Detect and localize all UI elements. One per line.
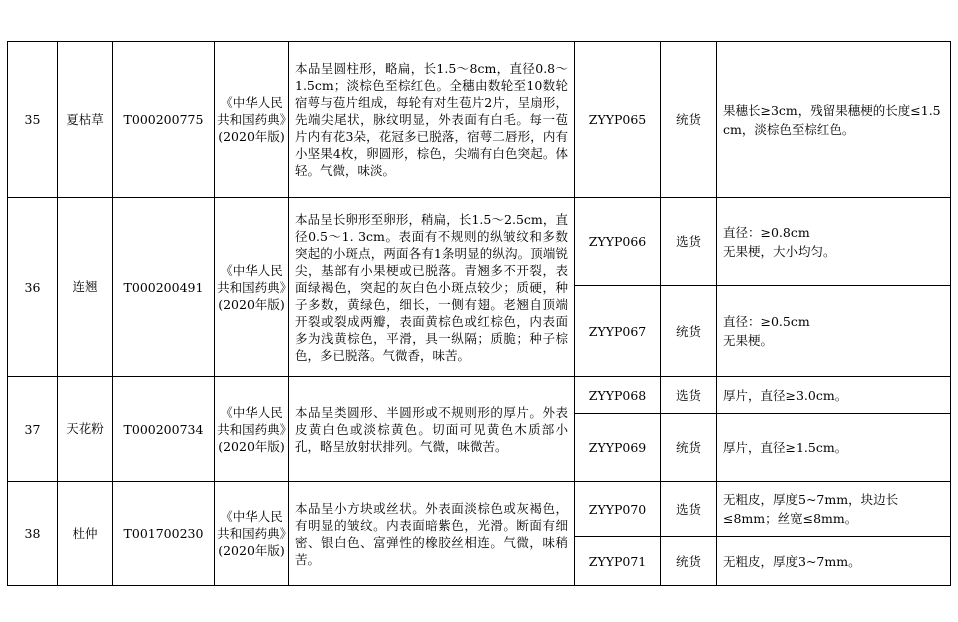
table-row xyxy=(8,377,951,414)
row-number: 37 xyxy=(8,377,58,482)
pharmacopoeia-source: 《中华人民共和国药典》(2020年版) xyxy=(215,482,289,586)
spec-standard: 厚片，直径≥3.0cm。 xyxy=(717,377,951,414)
spec-standard: 直径：≥0.5cm 无果梗。 xyxy=(717,286,951,377)
spec-standard: 厚片，直径≥1.5cm。 xyxy=(717,414,951,482)
herb-name: 天花粉 xyxy=(58,377,113,482)
spec-standard: 无粗皮，厚度5~7mm，块边长≤8mm；丝宽≤8mm。 xyxy=(717,482,951,537)
spec-grade: 统货 xyxy=(661,286,717,377)
pharmacopoeia-source: 《中华人民共和国药典》(2020年版) xyxy=(215,198,289,377)
spec-id: ZYYP066 xyxy=(575,198,661,286)
spec-grade: 选货 xyxy=(661,377,717,414)
herb-code: T000200734 xyxy=(113,377,215,482)
herb-description: 本品呈小方块或丝状。外表面淡棕色或灰褐色，有明显的皱纹。内表面暗紫色，光滑。断面有细密、银白色、富弹性的橡胶丝相连。气微，味稍苦。 xyxy=(289,482,575,586)
table-row xyxy=(8,198,951,286)
spec-grade: 统货 xyxy=(661,414,717,482)
spec-id: ZYYP068 xyxy=(575,377,661,414)
herb-name: 夏枯草 xyxy=(58,42,113,198)
pharmacopoeia-source: 《中华人民共和国药典》(2020年版) xyxy=(215,377,289,482)
herb-name: 连翘 xyxy=(58,198,113,377)
row-number: 35 xyxy=(8,42,58,198)
herb-name: 杜仲 xyxy=(58,482,113,586)
spec-grade: 统货 xyxy=(661,42,717,198)
herb-code: T001700230 xyxy=(113,482,215,586)
spec-standard: 果穗长≥3cm，残留果穗梗的长度≤1.5 cm，淡棕色至棕红色。 xyxy=(717,42,951,198)
spec-standard: 直径：≥0.8cm 无果梗，大小均匀。 xyxy=(717,198,951,286)
spec-id: ZYYP071 xyxy=(575,537,661,586)
spec-standard: 无粗皮，厚度3~7mm。 xyxy=(717,537,951,586)
table-row xyxy=(8,42,951,198)
herb-code: T000200491 xyxy=(113,198,215,377)
row-number: 38 xyxy=(8,482,58,586)
spec-id: ZYYP065 xyxy=(575,42,661,198)
spec-grade: 统货 xyxy=(661,537,717,586)
herb-description: 本品呈类圆形、半圆形或不规则形的厚片。外表皮黄白色或淡棕黄色。切面可见黄色木质部小孔，略呈放射状排列。气微，味微苦。 xyxy=(289,377,575,482)
herb-spec-table xyxy=(7,41,951,586)
spec-id: ZYYP069 xyxy=(575,414,661,482)
herb-description: 本品呈长卵形至卵形，稍扁，长1.5～2.5cm，直径0.5～1. 3cm。表面有不规则的纵皱纹和多数突起的小斑点，两面各有1条明显的纵沟。顶端锐尖，基部有小果梗或已脱落。青翘多不开裂，表面绿褐色，突起的灰白色小斑点较少；质硬，种子多数，黄绿色，细长，一侧有翅。老翘自顶端开裂或裂成两瓣，表面黄棕色或红棕色，内表面多为浅黄棕色，平滑，具一纵隔；质脆；种子棕色，多已脱落。气微香，味苦。 xyxy=(289,198,575,377)
pharmacopoeia-source: 《中华人民共和国药典》(2020年版) xyxy=(215,42,289,198)
herb-description: 本品呈圆柱形，略扁，长1.5～8cm，直径0.8～1.5cm；淡棕色至棕红色。全穗由数轮至10数轮宿萼与苞片组成，每轮有对生苞片2片，呈扇形，先端尖尾状，脉纹明显，外表面有白毛。每一苞片内有花3朵，花冠多已脱落，宿萼二唇形，内有小坚果4枚，卵圆形，棕色，尖端有白色突起。体轻。气微，味淡。 xyxy=(289,42,575,198)
spec-grade: 选货 xyxy=(661,198,717,286)
table-row xyxy=(8,482,951,537)
spec-id: ZYYP067 xyxy=(575,286,661,377)
row-number: 36 xyxy=(8,198,58,377)
spec-id: ZYYP070 xyxy=(575,482,661,537)
spec-grade: 选货 xyxy=(661,482,717,537)
herb-code: T000200775 xyxy=(113,42,215,198)
